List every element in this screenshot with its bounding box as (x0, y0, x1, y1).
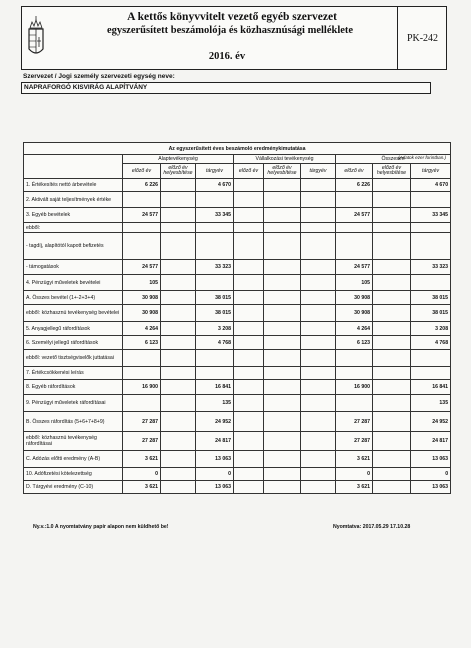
value-cell (336, 350, 373, 367)
row-label: 6. Személyi jellegű ráfordítások (24, 336, 123, 350)
value-cell (161, 260, 196, 275)
value-cell: 4 768 (411, 336, 451, 350)
table-title: Az egyszerűsített éves beszámoló eredménykimutatása (168, 145, 306, 152)
value-cell (234, 291, 264, 305)
value-cell (264, 468, 301, 481)
value-cell (264, 223, 301, 233)
report-year: 2016. év (208, 51, 246, 62)
value-cell: 38 015 (411, 305, 451, 322)
value-cell: 24 577 (336, 260, 373, 275)
value-cell: 33 345 (411, 208, 451, 223)
value-cell (123, 395, 161, 412)
row-label: 3. Egyéb bevételek (24, 208, 123, 223)
table-row (24, 179, 451, 192)
form-code: PK-242 (397, 7, 447, 69)
value-cell (123, 233, 161, 260)
value-cell (234, 208, 264, 223)
row-label: 10. Adófizetési kötelezettség (24, 468, 123, 481)
value-cell: 24 577 (123, 260, 161, 275)
table-row (24, 336, 451, 350)
value-cell (336, 223, 373, 233)
row-label: ebből: (24, 223, 123, 233)
value-cell (411, 367, 451, 380)
value-cell (373, 208, 411, 223)
value-cell (373, 179, 411, 192)
subheader-current-year: tárgyév (411, 164, 451, 179)
value-cell (301, 322, 336, 336)
value-cell (301, 468, 336, 481)
value-cell (264, 350, 301, 367)
value-cell (234, 468, 264, 481)
value-cell (373, 432, 411, 451)
table-row (24, 208, 451, 223)
value-cell (373, 322, 411, 336)
value-cell: 16 841 (411, 380, 451, 395)
value-cell (373, 192, 411, 208)
value-cell: 27 287 (336, 412, 373, 432)
value-cell: 33 323 (411, 260, 451, 275)
table-row (24, 468, 451, 481)
value-cell (411, 223, 451, 233)
value-cell: 6 123 (123, 336, 161, 350)
value-cell (264, 481, 301, 494)
value-cell: 30 908 (123, 305, 161, 322)
table-row (24, 412, 451, 432)
value-cell (234, 305, 264, 322)
subheader-prev-year-correction: előző év helyesbítése (161, 164, 196, 179)
value-cell (234, 412, 264, 432)
value-cell (373, 223, 411, 233)
group-header-business: Vállalkozási tevékenység (234, 155, 336, 164)
value-cell: 0 (196, 468, 234, 481)
value-cell (161, 208, 196, 223)
value-cell (264, 208, 301, 223)
subheader-prev-year: előző év (336, 164, 373, 179)
value-cell: 13 063 (411, 481, 451, 494)
value-cell (264, 192, 301, 208)
value-cell (234, 395, 264, 412)
value-cell: 3 621 (336, 481, 373, 494)
value-cell (196, 350, 234, 367)
row-label: - támogatások (24, 260, 123, 275)
row-label: A. Összes bevétel (1+-2+3+4) (24, 291, 123, 305)
value-cell (234, 367, 264, 380)
value-cell (373, 305, 411, 322)
row-label: B. Összes ráfordítás (5+6+7+8+9) (24, 412, 123, 432)
value-cell (161, 192, 196, 208)
value-cell (264, 179, 301, 192)
value-cell (234, 322, 264, 336)
value-cell (161, 336, 196, 350)
value-cell (196, 233, 234, 260)
value-cell (301, 350, 336, 367)
value-cell (373, 367, 411, 380)
table-row (24, 481, 451, 494)
value-cell: 6 123 (336, 336, 373, 350)
value-cell (161, 481, 196, 494)
value-cell (301, 192, 336, 208)
value-cell (373, 291, 411, 305)
value-cell (234, 380, 264, 395)
table-row (24, 322, 451, 336)
row-label: ebből: közhasznú tevékenység ráfordításai (24, 432, 123, 451)
table-row (24, 432, 451, 451)
value-cell (234, 432, 264, 451)
value-cell: 24 817 (411, 432, 451, 451)
value-cell: 16 841 (196, 380, 234, 395)
value-cell (336, 395, 373, 412)
value-cell (234, 336, 264, 350)
value-cell (234, 179, 264, 192)
row-label: C. Adózás előtti eredmény (A-B) (24, 451, 123, 468)
unit-note: (Adatok ezer forintban.) (398, 155, 447, 160)
value-cell: 135 (196, 395, 234, 412)
value-cell (264, 260, 301, 275)
subheader-prev-year: előző év (123, 164, 161, 179)
value-cell (301, 260, 336, 275)
value-cell (123, 350, 161, 367)
value-cell (161, 412, 196, 432)
value-cell (301, 223, 336, 233)
value-cell (411, 350, 451, 367)
table-row (24, 275, 451, 291)
value-cell: 4 670 (196, 179, 234, 192)
form-header (21, 6, 447, 70)
value-cell (336, 367, 373, 380)
value-cell (264, 395, 301, 412)
value-cell (373, 350, 411, 367)
row-label: ebből: közhasznú tevékenység bevételei (24, 305, 123, 322)
table-row (24, 395, 451, 412)
value-cell (234, 350, 264, 367)
table-row (24, 260, 451, 275)
value-cell: 30 908 (336, 305, 373, 322)
value-cell (264, 322, 301, 336)
value-cell (196, 367, 234, 380)
value-cell (161, 305, 196, 322)
coat-of-arms-icon (26, 15, 46, 59)
value-cell (373, 481, 411, 494)
value-cell: 0 (123, 468, 161, 481)
form-version-note: Ny.v.:1.0 A nyomtatvány papír alapon nem küldhető be! (33, 524, 169, 530)
table-row (24, 380, 451, 395)
value-cell: 3 208 (196, 322, 234, 336)
subheader-prev-year-correction: előző év helyesbítése (264, 164, 301, 179)
value-cell (301, 275, 336, 291)
value-cell: 3 621 (123, 481, 161, 494)
value-cell: 13 063 (196, 481, 234, 494)
value-cell (373, 412, 411, 432)
table-row (24, 291, 451, 305)
value-cell (373, 451, 411, 468)
value-cell (411, 233, 451, 260)
value-cell: 24 577 (123, 208, 161, 223)
value-cell: 4 264 (123, 322, 161, 336)
value-cell (161, 223, 196, 233)
value-cell (264, 336, 301, 350)
group-header-basic: Alaptevékenység (123, 155, 234, 164)
value-cell (161, 233, 196, 260)
value-cell (264, 451, 301, 468)
form-title-line2: egyszerűsített beszámolója és közhasznúsági melléklete (106, 25, 354, 36)
value-cell: 0 (336, 468, 373, 481)
value-cell (234, 275, 264, 291)
value-cell (161, 275, 196, 291)
row-label: - tagdíj, alapítótól kapott befizetés (24, 233, 123, 260)
row-label: 7. Értékcsökkenési leírás (24, 367, 123, 380)
value-cell: 30 908 (336, 291, 373, 305)
value-cell: 3 208 (411, 322, 451, 336)
value-cell (161, 350, 196, 367)
value-cell (234, 223, 264, 233)
value-cell (264, 367, 301, 380)
row-label: 1. Értékesítés nettó árbevétele (24, 179, 123, 192)
subheader-current-year: tárgyév (301, 164, 336, 179)
value-cell (301, 336, 336, 350)
table-row (24, 223, 451, 233)
value-cell (301, 291, 336, 305)
value-cell (411, 192, 451, 208)
value-cell: 30 908 (123, 291, 161, 305)
row-label: D. Tárgyévi eredmény (C-10) (24, 481, 123, 494)
subheader-current-year: tárgyév (196, 164, 234, 179)
value-cell (161, 322, 196, 336)
value-cell (161, 451, 196, 468)
row-label: 2. Aktivált saját teljesítmények értéke (24, 192, 123, 208)
subheader-prev-year: előző év (234, 164, 264, 179)
value-cell: 24 577 (336, 208, 373, 223)
value-cell: 24 952 (411, 412, 451, 432)
value-cell (301, 233, 336, 260)
value-cell (264, 412, 301, 432)
value-cell: 38 015 (196, 305, 234, 322)
value-cell: 6 226 (336, 179, 373, 192)
table-row (24, 367, 451, 380)
value-cell (301, 451, 336, 468)
table-row (24, 305, 451, 322)
value-cell (411, 275, 451, 291)
value-cell (123, 367, 161, 380)
value-cell: 135 (411, 395, 451, 412)
value-cell: 105 (336, 275, 373, 291)
value-cell (373, 275, 411, 291)
value-cell: 3 621 (123, 451, 161, 468)
value-cell (336, 233, 373, 260)
value-cell: 27 287 (336, 432, 373, 451)
value-cell: 16 900 (123, 380, 161, 395)
row-label: 4. Pénzügyi műveletek bevételei (24, 275, 123, 291)
value-cell (234, 451, 264, 468)
value-cell (161, 395, 196, 412)
table-row (24, 192, 451, 208)
value-cell (373, 380, 411, 395)
value-cell: 4 768 (196, 336, 234, 350)
value-cell (301, 380, 336, 395)
value-cell (301, 395, 336, 412)
form-title-line1: A kettős könyvvitelt vezető egyéb szervezet (127, 11, 337, 23)
value-cell: 4 264 (336, 322, 373, 336)
value-cell (196, 192, 234, 208)
print-timestamp: Nyomtatva: 2017.05.29 17.10.28 (333, 524, 411, 530)
value-cell (234, 260, 264, 275)
value-cell: 13 063 (196, 451, 234, 468)
value-cell: 105 (123, 275, 161, 291)
value-cell: 13 063 (411, 451, 451, 468)
table-row (24, 451, 451, 468)
value-cell (123, 223, 161, 233)
value-cell: 3 621 (336, 451, 373, 468)
value-cell: 27 287 (123, 432, 161, 451)
value-cell (264, 305, 301, 322)
group-header-total: Összesen (336, 155, 451, 164)
value-cell (264, 275, 301, 291)
value-cell (373, 233, 411, 260)
value-cell (301, 208, 336, 223)
subheader-prev-year-correction: előző év helyesbítése (373, 164, 411, 179)
income-statement-table (23, 142, 451, 494)
value-cell: 0 (411, 468, 451, 481)
row-label: 9. Pénzügyi műveletek ráfordításai (24, 395, 123, 412)
value-cell: 33 345 (196, 208, 234, 223)
value-cell (373, 468, 411, 481)
value-cell (301, 481, 336, 494)
value-cell (234, 192, 264, 208)
value-cell (301, 367, 336, 380)
value-cell (196, 223, 234, 233)
value-cell (161, 291, 196, 305)
value-cell (161, 380, 196, 395)
value-cell: 38 015 (411, 291, 451, 305)
value-cell (123, 192, 161, 208)
organization-name-field: NAPRAFORGÓ KISVIRÁG ALAPÍTVÁNY (21, 82, 431, 94)
value-cell: 16 900 (336, 380, 373, 395)
row-label: 5. Anyagjellegű ráfordítások (24, 322, 123, 336)
value-cell (301, 305, 336, 322)
value-cell: 4 670 (411, 179, 451, 192)
table-row (24, 350, 451, 367)
value-cell: 24 952 (196, 412, 234, 432)
value-cell (264, 291, 301, 305)
organization-label: Szervezet / Jogi személy szervezeti egység neve: (23, 73, 175, 80)
row-label: 8. Egyéb ráfordítások (24, 380, 123, 395)
value-cell (301, 412, 336, 432)
value-cell (301, 432, 336, 451)
value-cell: 24 817 (196, 432, 234, 451)
value-cell (161, 468, 196, 481)
row-label: ebből: vezető tisztségviselők juttatásai (24, 350, 123, 367)
label-header-cell (24, 155, 123, 179)
value-cell (234, 481, 264, 494)
value-cell: 38 015 (196, 291, 234, 305)
value-cell (301, 179, 336, 192)
value-cell (336, 192, 373, 208)
value-cell (161, 179, 196, 192)
value-cell (264, 432, 301, 451)
value-cell: 33 323 (196, 260, 234, 275)
value-cell (373, 395, 411, 412)
value-cell (264, 380, 301, 395)
table-row (24, 233, 451, 260)
value-cell (196, 275, 234, 291)
value-cell (161, 367, 196, 380)
value-cell: 6 226 (123, 179, 161, 192)
value-cell (234, 233, 264, 260)
value-cell: 27 287 (123, 412, 161, 432)
value-cell (373, 336, 411, 350)
value-cell (264, 233, 301, 260)
value-cell (373, 260, 411, 275)
value-cell (161, 432, 196, 451)
